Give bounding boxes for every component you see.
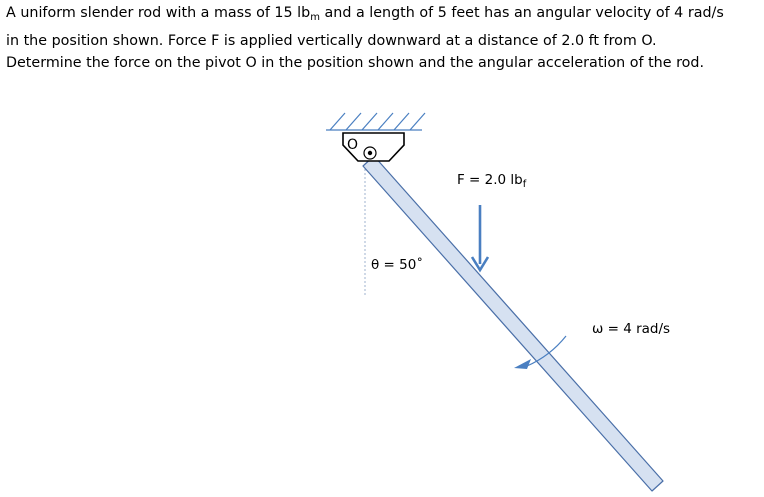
ground-hatch	[326, 113, 425, 130]
problem-line-3: Determine the force on the pivot O in the position shown and the angular acceleration of the rod.	[6, 55, 705, 71]
ground-hatch-mark	[394, 113, 409, 130]
force-label	[457, 172, 526, 190]
ground-hatch-mark	[378, 113, 393, 130]
pivot-pin-center	[368, 151, 372, 155]
problem-line-1-text-end: and a length of 5 feet has an angular velocity of 4 rad/s	[319, 5, 724, 21]
ground-hatch-mark	[410, 113, 425, 130]
angle-label: θ = 50˚	[371, 257, 424, 273]
problem-line-1-text: A uniform slender rod with a mass of 15 lb	[6, 5, 311, 21]
ground-hatch-mark	[346, 113, 361, 130]
ground-hatch-mark	[330, 113, 345, 130]
force-unit-subscript: f	[522, 179, 527, 190]
force-arrow	[472, 205, 488, 270]
pivot-label: O	[347, 137, 359, 153]
force-label-text: F = 2.0 lb	[457, 172, 523, 188]
problem-line-2: in the position shown. Force F is applied vertically downward at a distance of 2.0 ft from O.	[6, 32, 657, 49]
ground-hatch-mark	[362, 113, 377, 130]
omega-label: ω = 4 rad/s	[592, 321, 671, 337]
mass-unit-subscript: m	[310, 12, 320, 23]
